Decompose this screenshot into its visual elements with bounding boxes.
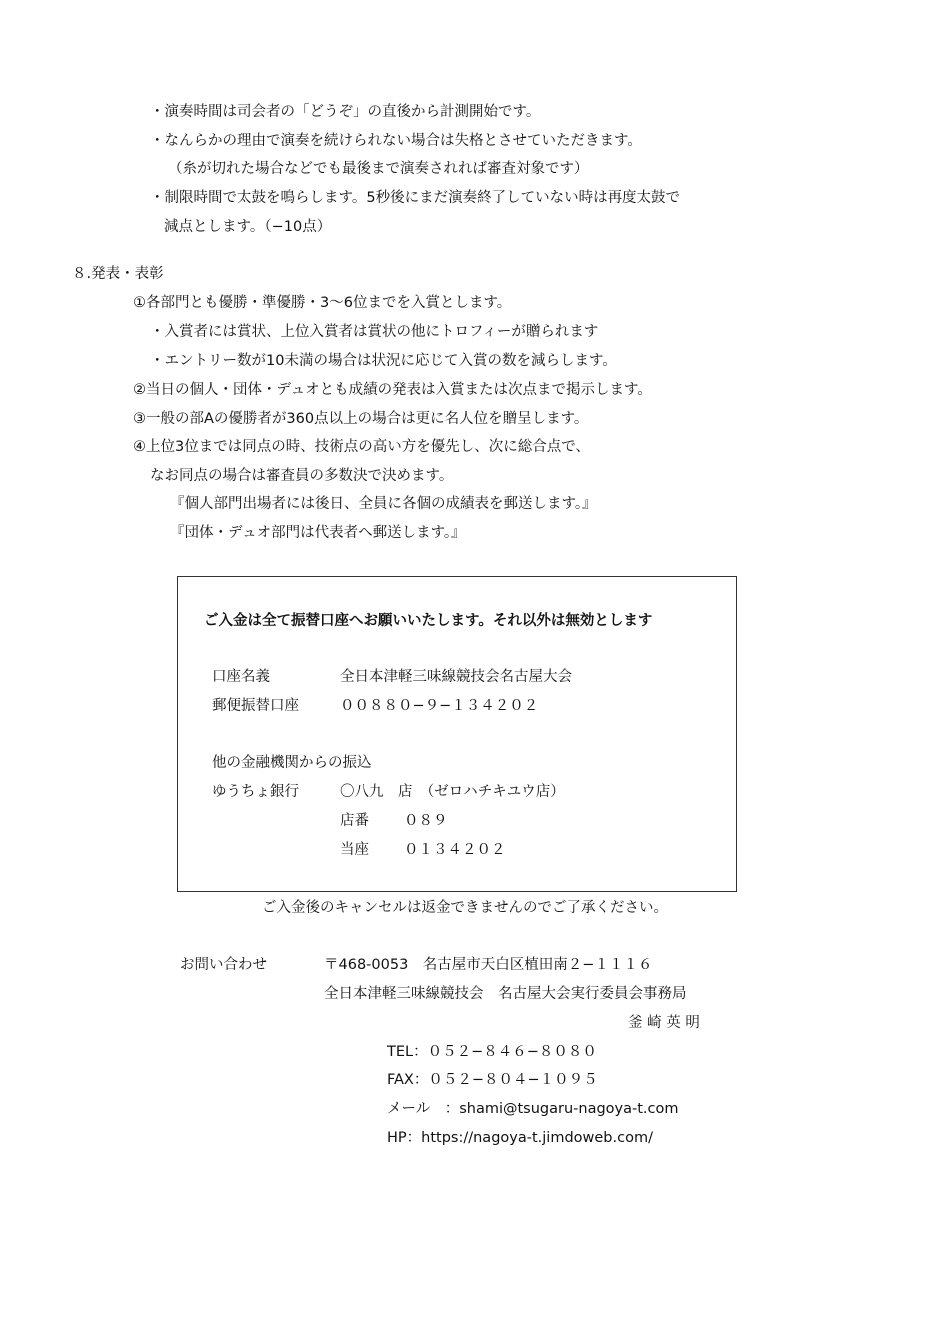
section-8-note-1: 『個人部門出場者には後日、全員に各個の成績表を郵送します。』 — [170, 496, 597, 512]
branch-number-label: 店番 — [340, 813, 369, 829]
account-type-label: 当座 — [340, 842, 369, 858]
contact-label: お問い合わせ — [180, 957, 267, 973]
contact-organization: 全日本津軽三味線競技会 名古屋大会実行委員会事務局 — [324, 986, 687, 1002]
contact-person: 釜 崎 英 明 — [628, 1015, 700, 1031]
account-name-label: 口座名義 — [212, 669, 270, 685]
postal-account-label: 郵便振替口座 — [212, 698, 299, 714]
contact-email[interactable]: メール ：shami@tsugaru-nagoya-t.com — [387, 1101, 679, 1117]
section-8-item-1: ①各部門とも優勝・準優勝・3〜6位までを入賞とします。 — [133, 295, 512, 311]
section-8-item-2: ②当日の個人・団体・デュオとも成績の発表は入賞または次点まで掲示します。 — [133, 382, 652, 398]
payment-box — [177, 576, 737, 892]
rule-bullet-2: ・なんらかの理由で演奏を続けられない場合は失格とさせていただきます。 — [150, 133, 642, 149]
postal-account-value: ００８８０−９−１３４２０２ — [340, 698, 539, 714]
section-8-item-4: ④上位3位までは同点の時、技術点の高い方を優先し、次に総合点で、 — [133, 439, 590, 455]
contact-fax: FAX：０５２−８０４−１０９５ — [387, 1072, 598, 1088]
section-8-heading: ８.発表・表彰 — [72, 266, 164, 282]
contact-homepage-link[interactable]: HP：https://nagoya-t.jimdoweb.com/ — [387, 1130, 653, 1146]
bank-label: ゆうちょ銀行 — [212, 784, 299, 800]
branch-value: 〇八九 店 （ゼロハチキユウ店） — [340, 784, 565, 800]
rule-bullet-3: ・制限時間で太鼓を鳴らします。5秒後にまだ演奏終了していない時は再度太鼓で — [150, 190, 681, 206]
branch-number-value: ０８９ — [404, 813, 448, 829]
account-number-value: ０１３４２０２ — [404, 842, 506, 858]
section-8-item-1-sub-1: ・入賞者には賞状、上位入賞者は賞状の他にトロフィーが贈られます — [150, 324, 599, 340]
cancel-note: ご入金後のキャンセルは返金できませんのでご了承ください。 — [262, 900, 668, 916]
payment-box-title: ご入金は全て振替口座へお願いいたします。それ以外は無効とします — [204, 613, 653, 629]
rule-bullet-1: ・演奏時間は司会者の「どうぞ」の直後から計測開始です。 — [150, 104, 541, 120]
rule-bullet-3-cont: 減点とします。（−10点） — [164, 219, 332, 235]
section-8-item-1-sub-2: ・エントリー数が10未満の場合は状況に応じて入賞の数を減らします。 — [150, 353, 617, 369]
contact-address: 〒468-0053 名古屋市天白区植田南２−１１１６ — [324, 957, 653, 973]
section-8-note-2: 『団体・デュオ部門は代表者へ郵送します。』 — [170, 525, 466, 541]
account-name-value: 全日本津軽三味線競技会名古屋大会 — [340, 669, 572, 685]
section-8-item-4-cont: なお同点の場合は審査員の多数決で決めます。 — [150, 468, 454, 484]
section-8-item-3: ③一般の部Aの優勝者が360点以上の場合は更に名人位を贈呈します。 — [133, 411, 589, 427]
rule-bullet-2-note: （糸が切れた場合などでも最後まで演奏されれば審査対象です） — [168, 161, 589, 177]
other-banks-heading: 他の金融機関からの振込 — [212, 755, 372, 771]
contact-tel: TEL：０５２−８４６−８０８０ — [387, 1044, 597, 1060]
